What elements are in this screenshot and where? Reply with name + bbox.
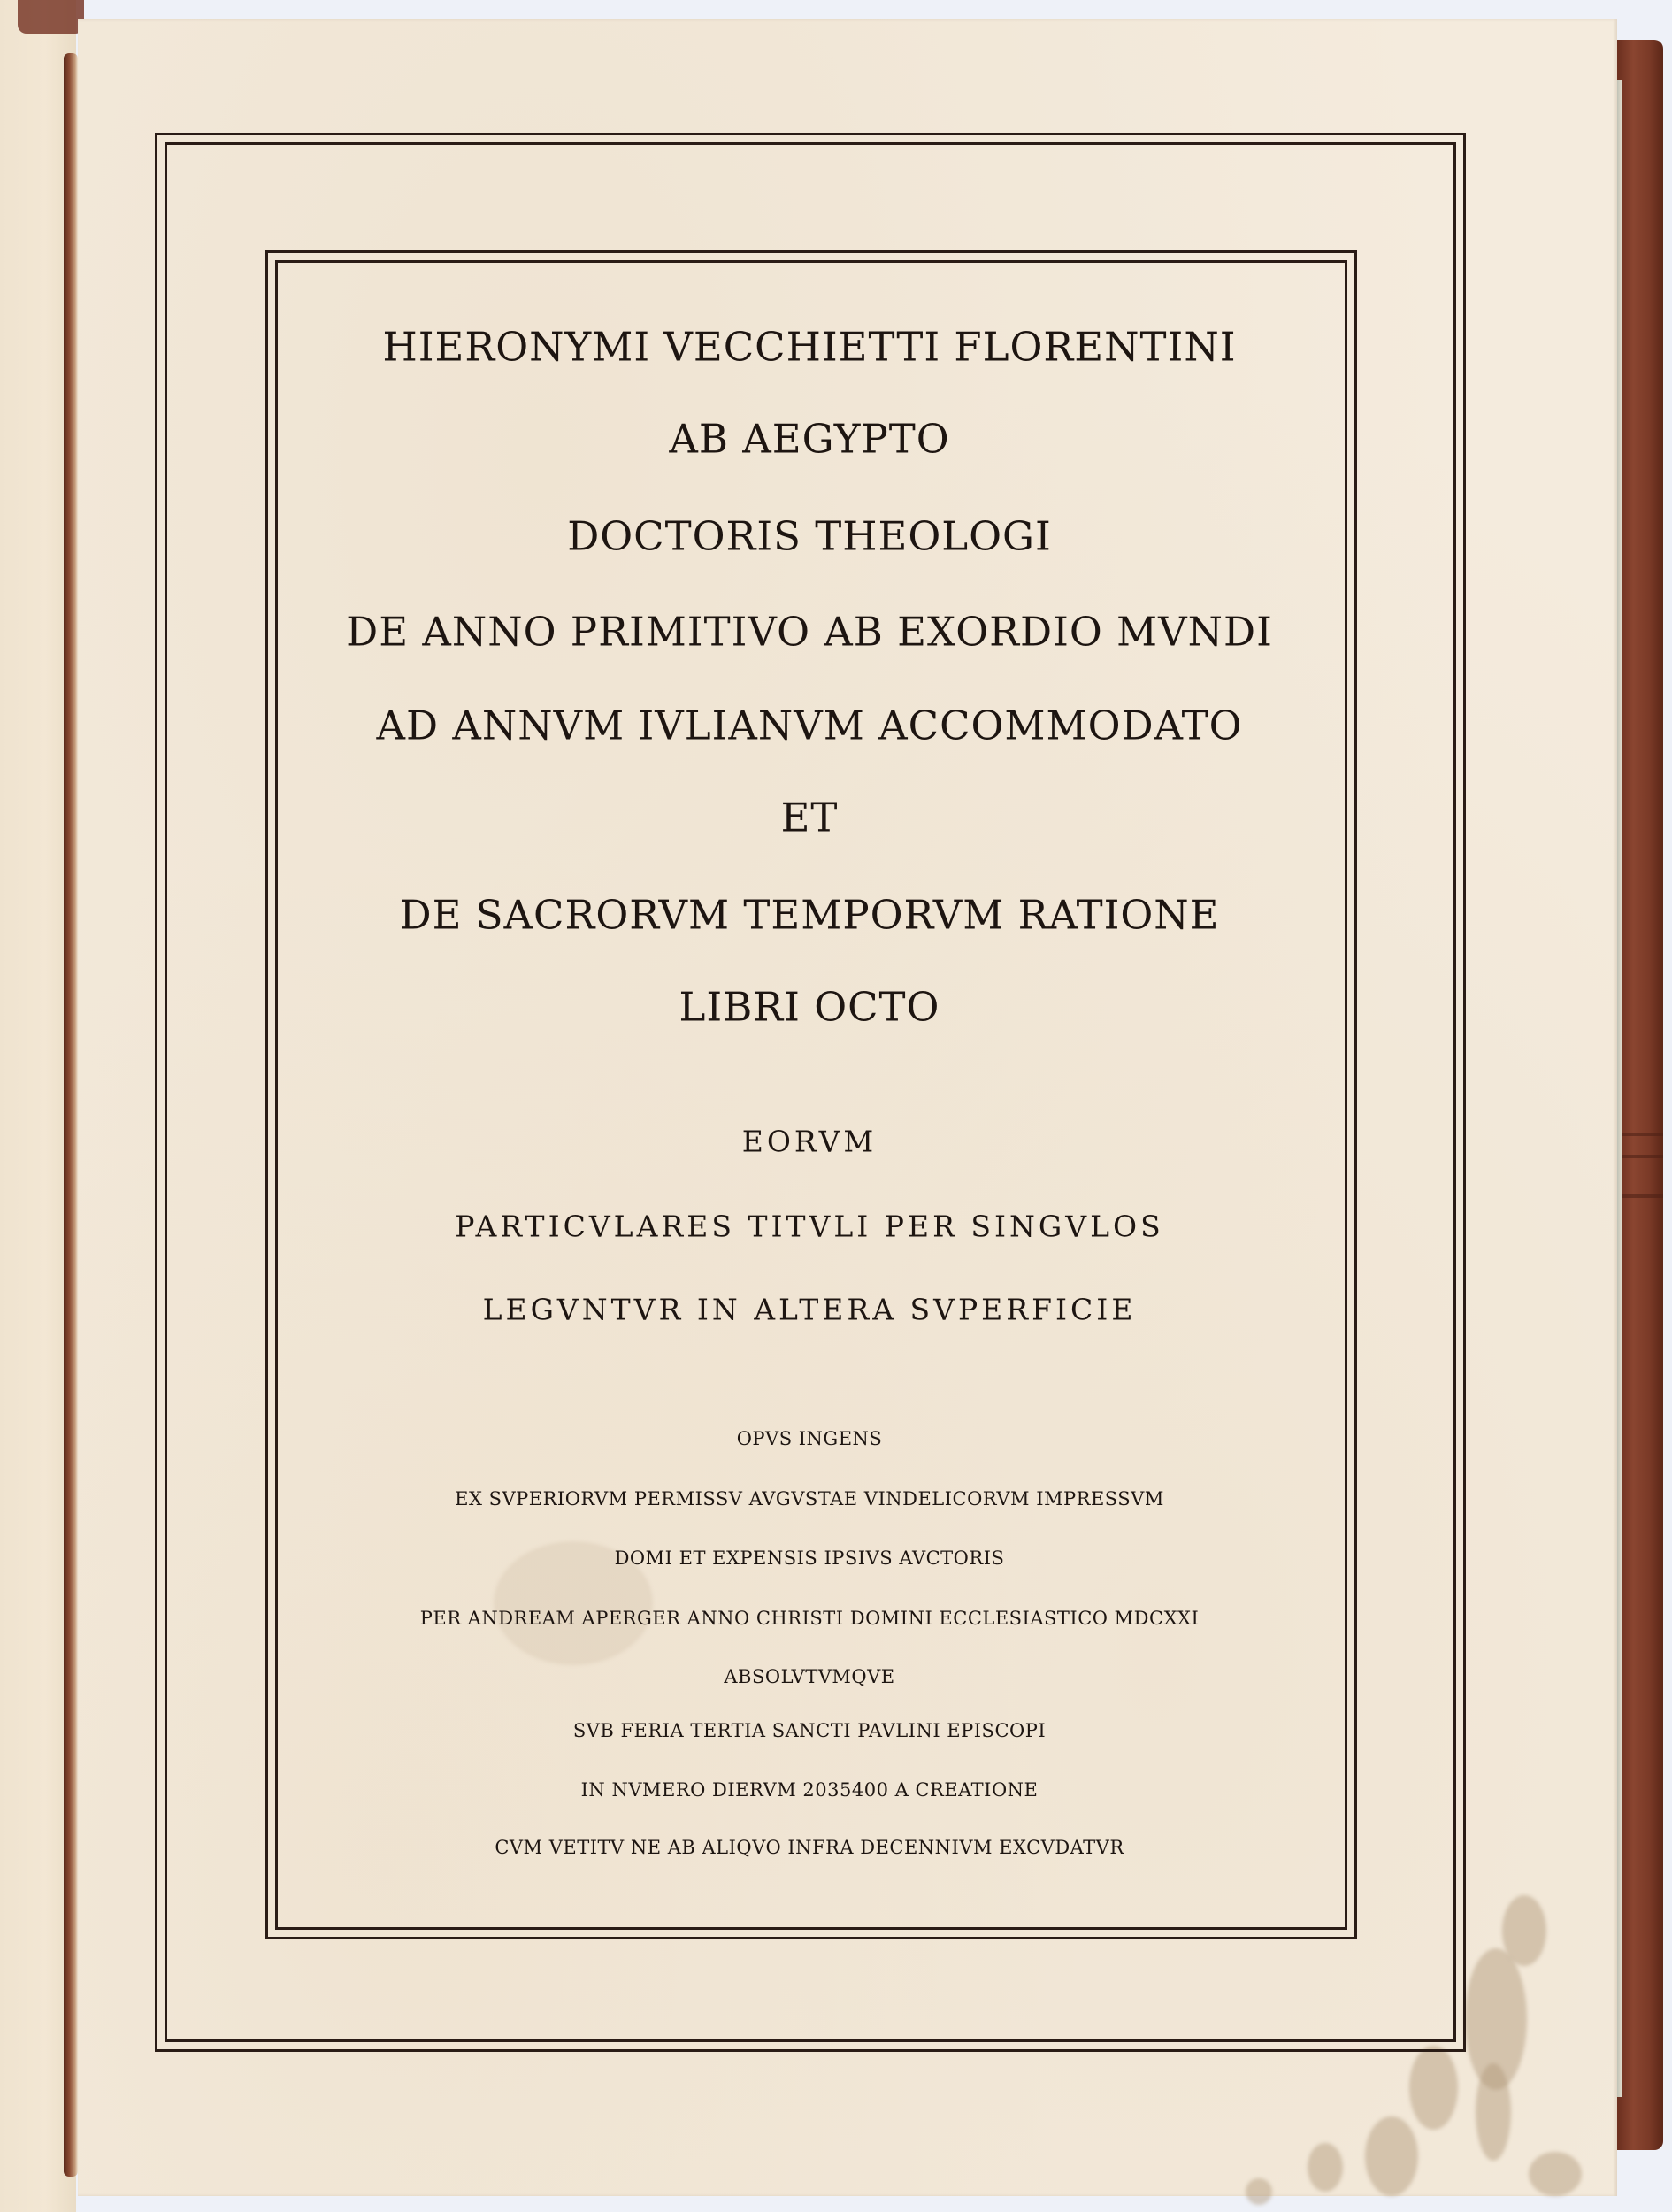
contents-note-line: LEGVNTVR IN ALTERA SVPERFICIE bbox=[482, 1292, 1137, 1327]
title-line: DE ANNO PRIMITIVO AB EXORDIO MVNDI bbox=[346, 608, 1273, 656]
author-line: HIERONYMI VECCHIETTI FLORENTINI bbox=[382, 323, 1237, 371]
water-stain bbox=[1502, 1895, 1546, 1966]
title-line: LIBRI OCTO bbox=[679, 983, 940, 1031]
water-stain bbox=[1365, 2116, 1418, 2196]
contents-note-line: PARTICVLARES TITVLI PER SINGVLOS bbox=[455, 1209, 1164, 1244]
title-line: ET bbox=[780, 794, 839, 841]
imprint-line: IN NVMERO DIERVM 2035400 A CREATIONE bbox=[580, 1779, 1039, 1801]
imprint-line: CVM VETITV NE AB ALIQVO INFRA DECENNIVM EXCVDATVR bbox=[495, 1837, 1124, 1858]
title-line: DOCTORIS THEOLOGI bbox=[567, 512, 1052, 560]
title-line: AB AEGYPTO bbox=[669, 415, 950, 463]
imprint-line: ABSOLVTVMQVE bbox=[724, 1666, 895, 1687]
leather-binding-edge bbox=[1617, 40, 1663, 2150]
leather-tooling-line bbox=[1617, 1133, 1663, 1136]
title-text-block bbox=[265, 0, 1354, 2212]
imprint-line: OPVS INGENS bbox=[736, 1428, 883, 1449]
imprint-line: EX SVPERIORVM PERMISSV AVGVSTAE VINDELICORVM IMPRESSVM bbox=[455, 1488, 1164, 1509]
imprint-line: DOMI ET EXPENSIS IPSIVS AVCTORIS bbox=[614, 1548, 1005, 1569]
contents-note-line: EORVM bbox=[741, 1124, 878, 1159]
title-line: AD ANNVM IVLIANVM ACCOMMODATO bbox=[376, 702, 1243, 749]
leather-tooling-line bbox=[1617, 1155, 1663, 1158]
title-line: DE SACRORVM TEMPORVM RATIONE bbox=[399, 891, 1220, 939]
water-stain bbox=[1409, 2046, 1458, 2130]
imprint-line: PER ANDREAM APERGER ANNO CHRISTI DOMINI ECCLESIASTICO MDCXXI bbox=[419, 1608, 1200, 1629]
leather-tooling-line bbox=[1617, 1194, 1663, 1198]
imprint-line: SVB FERIA TERTIA SANCTI PAVLINI EPISCOPI bbox=[572, 1720, 1047, 1741]
book-gutter bbox=[64, 53, 78, 2177]
water-stain bbox=[1529, 2152, 1582, 2196]
torn-binding-fragment bbox=[18, 0, 84, 34]
water-stain bbox=[1476, 2063, 1511, 2161]
